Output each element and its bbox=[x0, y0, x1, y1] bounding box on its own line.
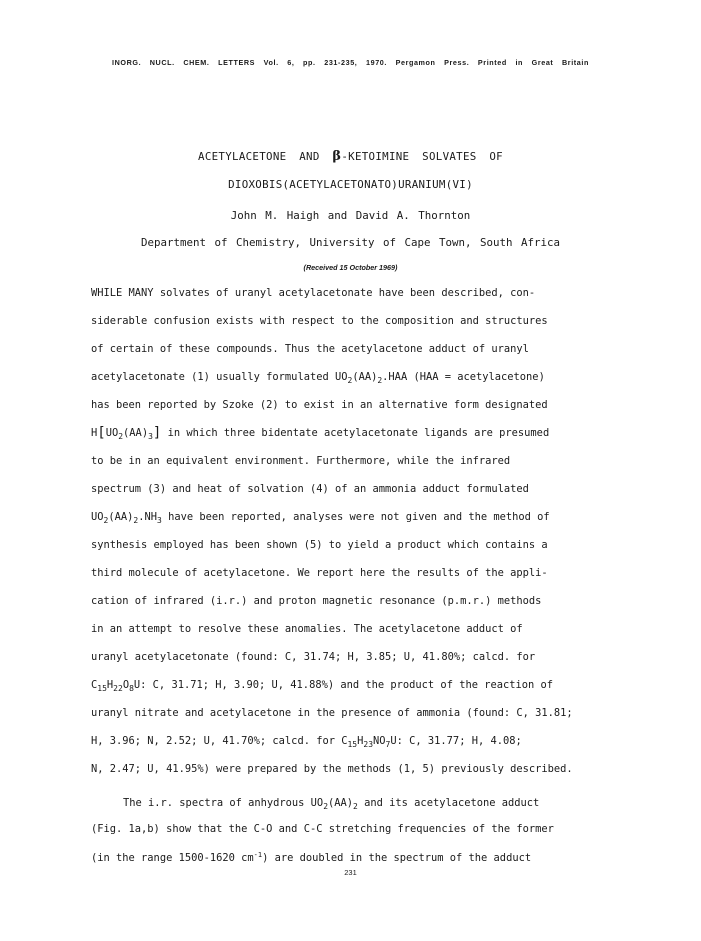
body-line-3: of certain of these compounds. Thus the acetylacetone adduct of uranyl bbox=[91, 343, 529, 355]
close-bracket: ] bbox=[152, 425, 162, 441]
title-part-2: -KETOIMINE SOLVATES OF bbox=[341, 150, 503, 163]
text: (AA) bbox=[328, 797, 354, 809]
body-line-16: uranyl nitrate and acetylacetone in the presence of ammonia (found: C, 31.81; bbox=[91, 707, 573, 719]
text: (AA) bbox=[352, 371, 378, 383]
affiliation: Department of Chemistry, University of Cape Town, South Africa bbox=[140, 236, 561, 249]
text: The i.r. spectra of anhydrous UO bbox=[123, 797, 324, 809]
text: (AA) bbox=[123, 427, 149, 439]
body-line-5: has been reported by Szoke (2) to exist in an alternative form designated bbox=[91, 399, 548, 411]
text: C bbox=[91, 679, 98, 691]
article-title-line-2: DIOXOBIS(ACETYLACETONATO)URANIUM(VI) bbox=[228, 178, 473, 191]
text: NO bbox=[373, 735, 386, 747]
text: have been reported, analyses were not given and the method of bbox=[161, 511, 550, 523]
text: H bbox=[106, 679, 114, 691]
body-line-10: synthesis employed has been shown (5) to yield a product which contains a bbox=[91, 539, 548, 551]
text: UO bbox=[91, 511, 104, 523]
subscript: 2 bbox=[377, 376, 383, 385]
text: H bbox=[91, 427, 98, 439]
body-line-13: in an attempt to resolve these anomalies. The acetylacetone adduct of bbox=[91, 623, 523, 635]
text: O bbox=[122, 679, 130, 691]
subscript: 2 bbox=[103, 516, 109, 525]
page-number: 231 bbox=[344, 868, 357, 877]
body-line-14: uranyl acetylacetonate (found: C, 31.74; H, 3.85; U, 41.80%; calcd. for bbox=[91, 651, 536, 663]
text: .HAA (HAA = acetylacetone) bbox=[382, 371, 545, 383]
text: H, 3.96; N, 2.52; U, 41.70%; calcd. for C bbox=[91, 735, 348, 747]
subscript: 2 bbox=[347, 376, 353, 385]
subscript: 23 bbox=[363, 740, 374, 749]
text: acetylacetonate (1) usually formulated UO bbox=[91, 371, 348, 383]
body-line-9 bbox=[91, 510, 550, 528]
body-line-17 bbox=[91, 734, 522, 752]
subscript: 22 bbox=[113, 684, 123, 693]
text: H bbox=[357, 735, 364, 747]
text: and its acetylacetone adduct bbox=[357, 797, 540, 809]
text: (in the range 1500-1620 cm bbox=[91, 852, 254, 864]
body-line-8: spectrum (3) and heat of solvation (4) of an ammonia adduct formulated bbox=[91, 483, 529, 495]
text: U: C, 31.77; H, 4.08; bbox=[390, 735, 522, 747]
body-line-19 bbox=[123, 796, 539, 814]
text: (AA) bbox=[108, 511, 134, 523]
text: UO bbox=[105, 427, 119, 439]
text: U: C, 31.71; H, 3.90; U, 41.88%) and the product of the reaction of bbox=[133, 679, 554, 691]
subscript: 3 bbox=[148, 432, 153, 441]
text: ) are doubled in the spectrum of the adduct bbox=[262, 852, 532, 864]
body-line-18: N, 2.47; U, 41.95%) were prepared by the methods (1, 5) previously described. bbox=[91, 763, 573, 775]
text: in which three bidentate acetylacetonate ligands are presumed bbox=[161, 427, 550, 439]
body-line-2: siderable confusion exists with respect to the composition and structures bbox=[91, 315, 548, 327]
subscript: 15 bbox=[347, 740, 358, 749]
subscript: 7 bbox=[385, 740, 391, 749]
title-part-1: ACETYLACETONE AND bbox=[198, 150, 333, 163]
text: .NH bbox=[138, 511, 157, 523]
body-line-11: third molecule of acetylacetone. We report here the results of the appli- bbox=[91, 567, 548, 579]
body-line-15 bbox=[91, 678, 553, 696]
body-line-4 bbox=[91, 370, 545, 388]
subscript: 8 bbox=[129, 684, 134, 693]
authors: John M. Haigh and David A. Thornton bbox=[230, 209, 471, 222]
subscript: 2 bbox=[323, 802, 329, 811]
subscript: 2 bbox=[133, 516, 139, 525]
superscript: -1 bbox=[253, 851, 263, 859]
subscript: 2 bbox=[118, 432, 124, 441]
body-line-6 bbox=[91, 426, 549, 444]
open-bracket: [ bbox=[97, 425, 106, 441]
subscript: 2 bbox=[353, 802, 358, 811]
article-title-line-1 bbox=[0, 149, 701, 164]
beta-symbol: β bbox=[332, 149, 342, 164]
body-line-12: cation of infrared (i.r.) and proton magnetic resonance (p.m.r.) methods bbox=[91, 595, 542, 607]
body-line-21 bbox=[91, 848, 531, 865]
subscript: 15 bbox=[97, 684, 107, 693]
subscript: 3 bbox=[156, 516, 162, 525]
body-line-20: (Fig. 1a,b) show that the C-O and C-C stretching frequencies of the former bbox=[91, 823, 554, 835]
body-line-7: to be in an equivalent environment. Furthermore, while the infrared bbox=[91, 455, 511, 467]
journal-header: INORG. NUCL. CHEM. LETTERS Vol. 6, pp. 231-235, 1970. Pergamon Press. Printed in Great Britain bbox=[112, 58, 589, 67]
received-date: (Received 15 October 1969) bbox=[303, 263, 398, 272]
body-line-1: WHILE MANY solvates of uranyl acetylacetonate have been described, con- bbox=[91, 287, 536, 299]
